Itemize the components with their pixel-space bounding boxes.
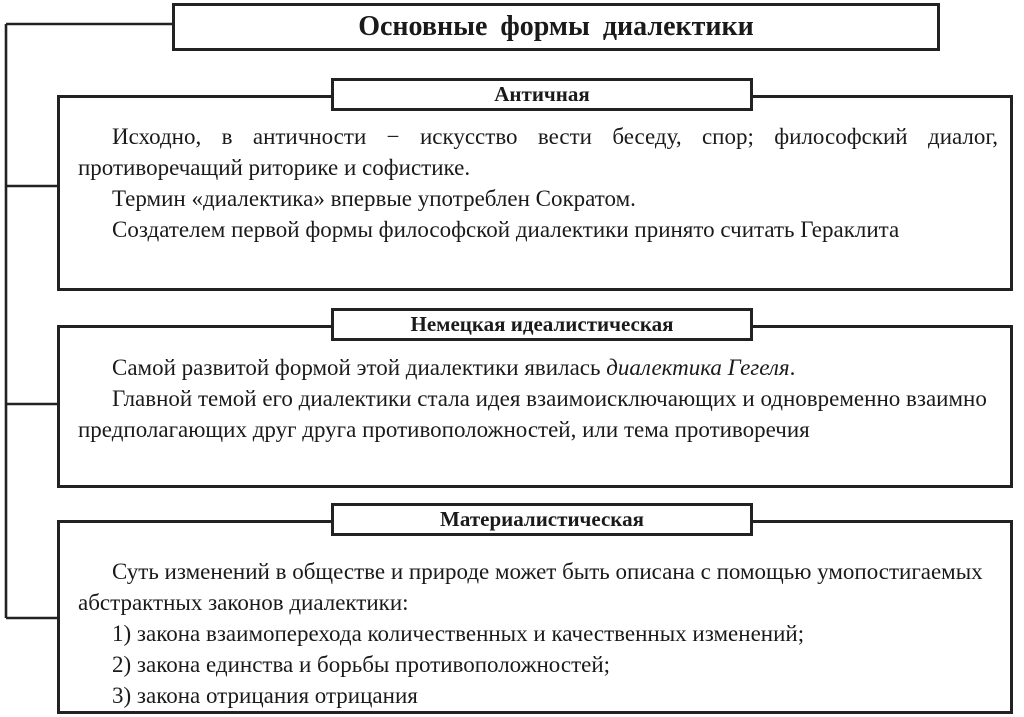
section-header-german: Немецкая идеалистическая — [331, 308, 753, 341]
section-german-idealist — [57, 325, 1013, 488]
law-item: 1) закона взаимоперехода количественных и качественных изменений; — [112, 621, 805, 646]
section-header-antique: Античная — [331, 78, 753, 111]
section-antique-body — [78, 121, 998, 245]
law-item: 3) закона отрицания отрицания — [112, 683, 418, 708]
antique-paragraph: Термин «диалектика» впервые употреблен Сократом. — [112, 186, 636, 211]
section-header-materialist: Материалистическая — [331, 503, 753, 536]
german-paragraph-text: Самой развитой формой этой диалектики явилась — [112, 355, 607, 380]
german-paragraph — [78, 352, 998, 383]
section-german-body — [78, 352, 998, 445]
german-paragraph: Главной темой его диалектики стала идея взаимоисключающих и одновременно взаимно предполагающих друг друга противоположностей, или тема противоречия — [78, 386, 987, 442]
materialist-intro: Суть изменений в обществе и природе может быть описана с помощью умопостигаемых абстрактных законов диалектики: — [78, 559, 983, 615]
section-materialist — [57, 520, 1013, 714]
section-antique — [57, 95, 1013, 291]
antique-paragraph: Исходно, в античности − искусство вести беседу, спор; философский диалог, противоречащий риторике и софистике. — [78, 124, 998, 180]
antique-paragraph: Создателем первой формы философской диалектики принято считать Гераклита — [112, 217, 900, 242]
law-item: 2) закона единства и борьбы противоположностей; — [112, 652, 611, 677]
section-materialist-body — [78, 556, 998, 711]
diagram-title: Основные формы диалектики — [172, 3, 940, 51]
hegel-dialectic-emphasis: диалектика Гегеля — [606, 355, 790, 380]
german-paragraph-period: . — [789, 355, 796, 380]
